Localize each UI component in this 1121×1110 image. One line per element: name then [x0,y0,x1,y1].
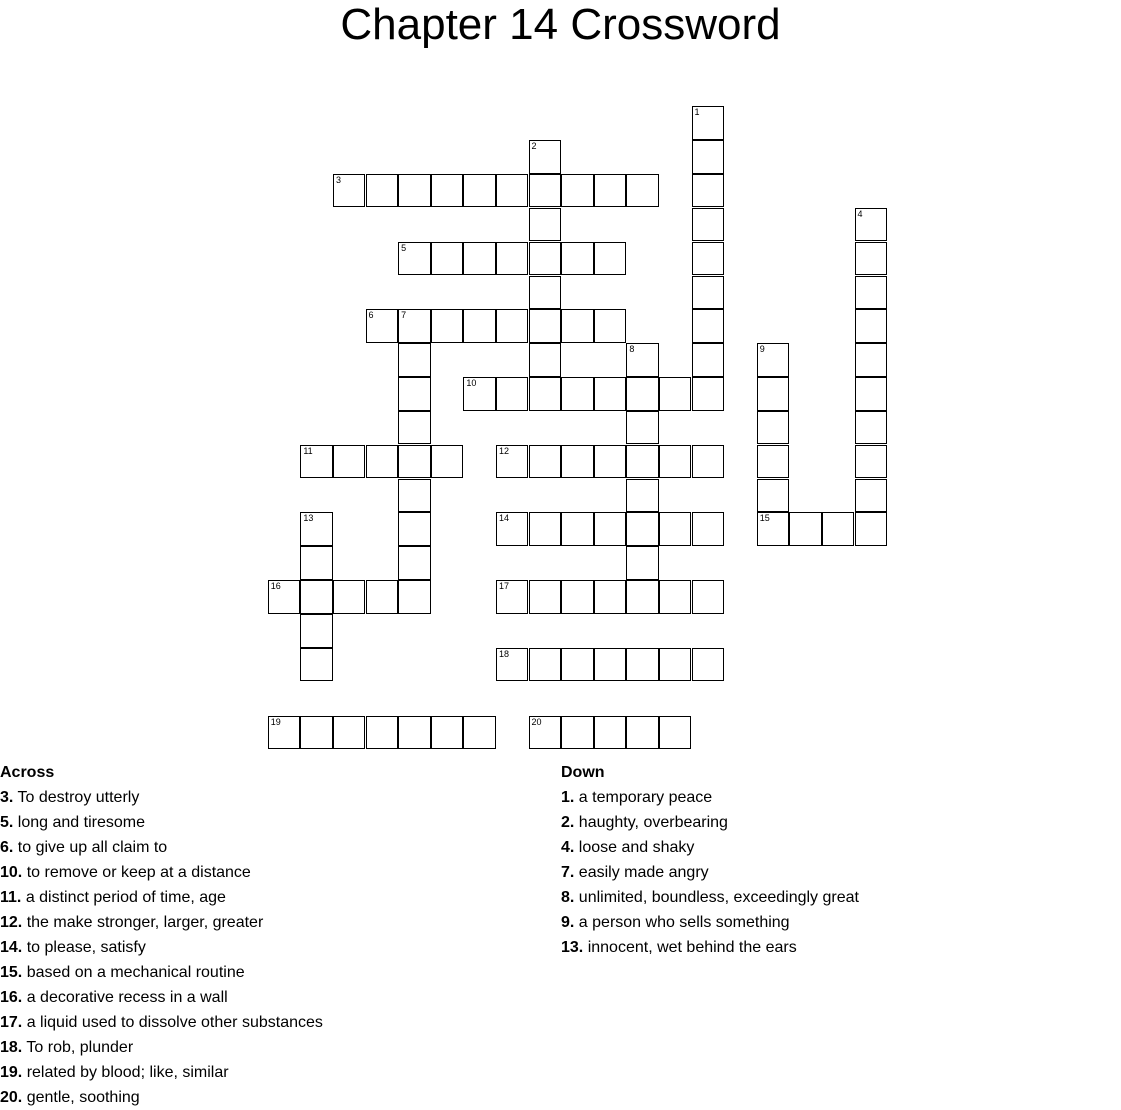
clue-text: To rob, plunder [26,1039,134,1056]
grid-cell[interactable] [659,716,692,750]
grid-cell[interactable] [626,512,659,546]
down-heading: Down [561,764,605,781]
cell-number: 3 [335,174,341,185]
cell-number: 11 [303,445,313,456]
grid-cell[interactable] [398,479,431,513]
down-clues [561,760,859,960]
grid-cell[interactable] [855,276,888,310]
grid-cell[interactable] [692,445,725,479]
cell-number: 8 [629,344,635,355]
grid-cell[interactable] [561,716,594,750]
grid-cell[interactable] [463,309,496,343]
grid-cell[interactable] [757,377,790,411]
grid-cell[interactable] [692,140,725,174]
grid-cell[interactable] [626,445,659,479]
grid-cell[interactable] [496,377,529,411]
cell-number: 19 [270,716,281,727]
grid-cell[interactable] [757,445,790,479]
down-clue [561,810,859,835]
cell-number: 1 [694,107,700,118]
grid-cell[interactable] [496,174,529,208]
grid-cell[interactable] [300,580,333,614]
grid-cell[interactable] [626,343,659,377]
clue-text: to give up all claim to [17,839,168,856]
grid-cell[interactable] [626,479,659,513]
clue-number: 8. [561,889,575,906]
grid-cell[interactable] [626,580,659,614]
across-clue [0,910,323,935]
clue-number: 2. [561,814,575,831]
grid-cell[interactable] [300,614,333,648]
grid-cell[interactable] [692,174,725,208]
grid-cell[interactable] [398,411,431,445]
grid-cell[interactable] [333,445,366,479]
grid-cell[interactable] [529,174,562,208]
grid-cell[interactable] [594,580,627,614]
grid-cell[interactable] [692,242,725,276]
grid-cell[interactable] [789,512,822,546]
grid-cell[interactable] [855,411,888,445]
grid-cell[interactable] [692,648,725,682]
clue-number: 13. [561,939,584,956]
cell-number: 12 [498,445,509,456]
clue-text: a temporary peace [578,789,713,806]
grid-cell[interactable] [431,309,464,343]
clue-number: 3. [0,789,14,806]
grid-cell[interactable] [594,445,627,479]
grid-cell[interactable] [855,309,888,343]
grid-cell[interactable] [366,716,399,750]
grid-cell[interactable] [529,140,562,174]
grid-cell[interactable] [626,411,659,445]
grid-cell[interactable] [398,512,431,546]
grid-cell[interactable] [529,377,562,411]
grid-cell[interactable] [398,309,431,343]
down-clue [561,935,859,960]
grid-cell[interactable] [398,242,431,276]
grid-cell[interactable] [855,343,888,377]
clue-text: haughty, overbearing [578,814,728,831]
grid-cell[interactable] [692,343,725,377]
grid-cell[interactable] [659,445,692,479]
clue-text: related by blood; like, similar [26,1064,229,1081]
clue-number: 18. [0,1039,23,1056]
cell-number: 6 [368,310,374,321]
clue-text: the make stronger, larger, greater [26,914,264,931]
grid-cell[interactable] [594,377,627,411]
grid-cell[interactable] [431,716,464,750]
grid-cell[interactable] [561,512,594,546]
clue-number: 10. [0,864,23,881]
grid-cell[interactable] [496,242,529,276]
across-clue [0,885,323,910]
down-clue [561,910,859,935]
clue-text: a distinct period of time, age [25,889,226,906]
grid-cell[interactable] [300,648,333,682]
clue-number: 9. [561,914,575,931]
clue-text: a person who sells something [578,914,790,931]
grid-cell[interactable] [659,377,692,411]
cell-number: 5 [401,242,407,253]
grid-cell[interactable] [431,242,464,276]
grid-cell[interactable] [855,479,888,513]
clue-number: 16. [0,989,23,1006]
cell-number: 13 [303,513,314,524]
clue-text: loose and shaky [578,839,695,856]
grid-cell[interactable] [561,377,594,411]
grid-cell[interactable] [333,174,366,208]
grid-cell[interactable] [626,174,659,208]
cell-number: 7 [401,310,407,321]
across-clue [0,1010,323,1035]
clue-number: 15. [0,964,23,981]
cell-number: 10 [466,378,477,389]
clue-number: 19. [0,1064,23,1081]
grid-cell[interactable] [757,512,790,546]
across-clue [0,860,323,885]
grid-cell[interactable] [594,512,627,546]
grid-cell[interactable] [268,716,301,750]
grid-cell[interactable] [659,648,692,682]
clue-number: 11. [0,889,22,906]
grid-cell[interactable] [366,445,399,479]
grid-cell[interactable] [561,648,594,682]
across-clue [0,1035,323,1060]
grid-cell[interactable] [300,716,333,750]
grid-cell[interactable] [692,580,725,614]
clue-text: to please, satisfy [26,939,146,956]
cell-number: 15 [759,513,770,524]
grid-cell[interactable] [529,242,562,276]
grid-cell[interactable] [398,445,431,479]
grid-cell[interactable] [398,377,431,411]
grid-cell[interactable] [626,546,659,580]
down-clue [561,860,859,885]
grid-cell[interactable] [561,309,594,343]
clue-text: a liquid used to dissolve other substances [26,1014,323,1031]
clue-number: 7. [561,864,575,881]
grid-cell[interactable] [692,106,725,140]
grid-cell[interactable] [529,580,562,614]
cell-number: 16 [270,581,281,592]
grid-cell[interactable] [496,512,529,546]
grid-cell[interactable] [268,580,301,614]
clue-text: a decorative recess in a wall [26,989,228,1006]
grid-cell[interactable] [496,648,529,682]
clue-text: To destroy utterly [17,789,140,806]
grid-cell[interactable] [529,716,562,750]
across-clue [0,1085,323,1110]
grid-cell[interactable] [398,343,431,377]
across-clue [0,810,323,835]
grid-cell[interactable] [431,445,464,479]
grid-cell[interactable] [692,309,725,343]
grid-cell[interactable] [594,242,627,276]
grid-cell[interactable] [529,276,562,310]
grid-cell[interactable] [692,208,725,242]
grid-cell[interactable] [496,445,529,479]
grid-cell[interactable] [366,174,399,208]
clue-text: easily made angry [578,864,709,881]
clue-text: gentle, soothing [26,1089,140,1106]
across-clue [0,985,323,1010]
grid-cell[interactable] [398,580,431,614]
across-clue [0,935,323,960]
cell-number: 20 [531,716,542,727]
across-clue [0,785,323,810]
cell-number: 17 [498,581,509,592]
grid-cell[interactable] [757,411,790,445]
clue-number: 1. [561,789,575,806]
grid-cell[interactable] [496,580,529,614]
grid-cell[interactable] [594,716,627,750]
grid-cell[interactable] [300,512,333,546]
grid-cell[interactable] [300,445,333,479]
cell-number: 18 [498,648,509,659]
grid-cell[interactable] [529,208,562,242]
grid-cell[interactable] [692,377,725,411]
grid-cell[interactable] [463,174,496,208]
cell-number: 4 [857,208,863,219]
across-clues [0,760,323,1110]
grid-cell[interactable] [659,580,692,614]
grid-cell[interactable] [561,445,594,479]
down-clue [561,785,859,810]
grid-cell[interactable] [855,445,888,479]
grid-cell[interactable] [529,343,562,377]
grid-cell[interactable] [431,174,464,208]
clue-number: 12. [0,914,23,931]
grid-cell[interactable] [333,580,366,614]
grid-cell[interactable] [594,648,627,682]
grid-cell[interactable] [333,716,366,750]
grid-cell[interactable] [529,648,562,682]
grid-cell[interactable] [496,309,529,343]
clue-number: 5. [0,814,14,831]
page-title: Chapter 14 Crossword [340,0,781,49]
cell-number: 14 [498,513,509,524]
grid-cell[interactable] [692,276,725,310]
clue-text: based on a mechanical routine [26,964,245,981]
grid-cell[interactable] [561,580,594,614]
grid-cell[interactable] [626,377,659,411]
grid-cell[interactable] [529,445,562,479]
grid-cell[interactable] [855,242,888,276]
cell-number: 2 [531,141,537,152]
down-clue [561,885,859,910]
clue-text: unlimited, boundless, exceedingly great [578,889,859,906]
grid-cell[interactable] [561,242,594,276]
down-clue [561,835,859,860]
clue-text: to remove or keep at a distance [26,864,251,881]
grid-cell[interactable] [855,208,888,242]
grid-cell[interactable] [366,309,399,343]
grid-cell[interactable] [300,546,333,580]
grid-cell[interactable] [463,377,496,411]
grid-cell[interactable] [855,377,888,411]
grid-cell[interactable] [398,174,431,208]
grid-cell[interactable] [626,648,659,682]
clue-text: long and tiresome [17,814,145,831]
clue-number: 17. [0,1014,23,1031]
clue-number: 4. [561,839,575,856]
grid-cell[interactable] [529,309,562,343]
across-clue [0,1060,323,1085]
grid-cell[interactable] [463,716,496,750]
across-clue [0,835,323,860]
grid-cell[interactable] [398,716,431,750]
cell-number: 9 [759,344,765,355]
grid-cell[interactable] [659,512,692,546]
clue-number: 6. [0,839,14,856]
grid-cell[interactable] [594,174,627,208]
clue-text: innocent, wet behind the ears [587,939,797,956]
grid-cell[interactable] [855,512,888,546]
clue-number: 14. [0,939,23,956]
grid-cell[interactable] [398,546,431,580]
grid-cell[interactable] [822,512,855,546]
grid-cell[interactable] [757,343,790,377]
across-clue [0,960,323,985]
clue-number: 20. [0,1089,23,1106]
grid-cell[interactable] [594,309,627,343]
grid-cell[interactable] [463,242,496,276]
grid-cell[interactable] [692,512,725,546]
grid-cell[interactable] [757,479,790,513]
grid-cell[interactable] [529,512,562,546]
grid-cell[interactable] [561,174,594,208]
grid-cell[interactable] [366,580,399,614]
grid-cell[interactable] [626,716,659,750]
across-heading: Across [0,764,55,781]
